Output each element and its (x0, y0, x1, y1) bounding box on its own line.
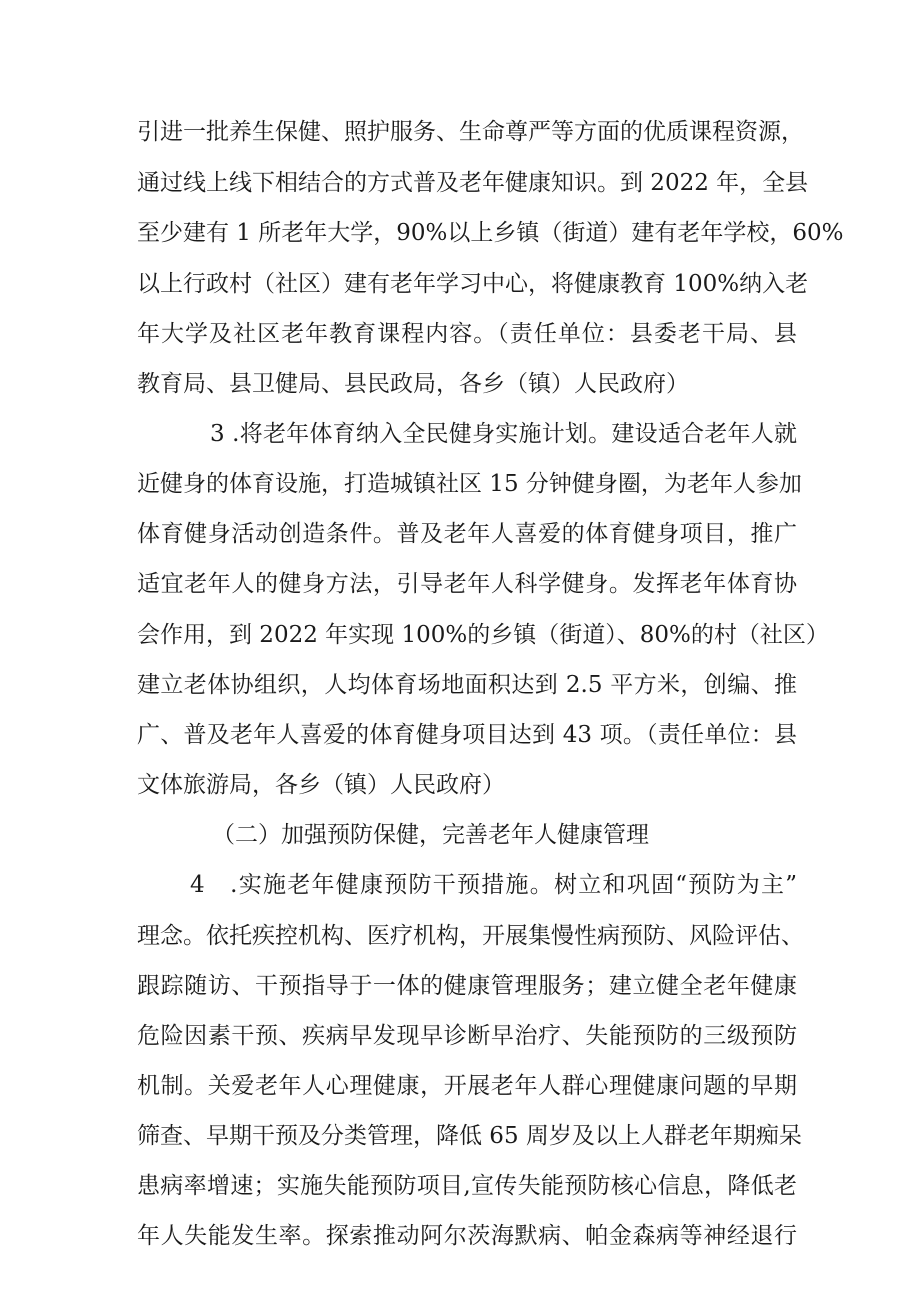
text-line: 年大学及社区老年教育课程内容。（责任单位：县委老干局、县 (137, 321, 797, 347)
text-line: 文体旅游局，各乡（镇）人民政府） (137, 772, 505, 798)
text-line: 广、普及老年人喜爱的体育健身项目达到 43 项。（责任单位：县 (137, 722, 797, 748)
text-line: 危险因素干预、疾病早发现早诊断早治疗、失能预防的三级预防 (137, 1023, 797, 1049)
text-line: 引进一批养生保健、照护服务、生命尊严等方面的优质课程资源， (137, 119, 804, 145)
text-line: 体育健身活动创造条件。普及老年人喜爱的体育健身项目，推广 (137, 521, 797, 547)
text-line: 筛查、早期干预及分类管理，降低 65 周岁及以上人群老年期痴呆 (137, 1123, 802, 1149)
text-line: 建立老体协组织，人均体育场地面积达到 2.5 平方米，创编、推 (137, 672, 797, 698)
text-line: 教育局、县卫健局、县民政局，各乡（镇）人民政府） (137, 371, 689, 397)
text-line: 会作用，到 2022 年实现 100%的乡镇（街道）、80%的村（社区） (137, 622, 829, 648)
paragraph-3-first-line: 3 .将老年体育纳入全民健身实施计划。建设适合老年人就 (210, 421, 797, 447)
text-line: 至少建有 1 所老年大学，90%以上乡镇（街道）建有老年学校，60% (137, 220, 844, 246)
section-heading: （二）加强预防保健，完善老年人健康管理 (212, 822, 649, 848)
text-line: 以上行政村（社区）建有老年学习中心，将健康教育 100%纳入老 (137, 271, 809, 297)
text-line: 年人失能发生率。探索推动阿尔茨海默病、帕金森病等神经退行 (137, 1223, 797, 1249)
text-line: 患病率增速；实施失能预防项目,宣传失能预防核心信息，降低老 (137, 1173, 797, 1199)
text-line: 近健身的体育设施，打造城镇社区 15 分钟健身圈，为老年人参加 (137, 471, 802, 497)
paragraph-4-first-line: 4 .实施老年健康预防干预措施。树立和巩固“预防为主” (190, 872, 797, 898)
text-line: 通过线上线下相结合的方式普及老年健康知识。到 2022 年，全县 (137, 170, 809, 196)
text-line: 理念。依托疾控机构、医疗机构，开展集慢性病预防、风险评估、 (137, 923, 804, 949)
text-line: 跟踪随访、干预指导于一体的健康管理服务；建立健全老年健康 (137, 973, 797, 999)
text-line: 适宜老年人的健身方法，引导老年人科学健身。发挥老年体育协 (137, 571, 797, 597)
text-line: 机制。关爱老年人心理健康，开展老年人群心理健康问题的早期 (137, 1073, 797, 1099)
